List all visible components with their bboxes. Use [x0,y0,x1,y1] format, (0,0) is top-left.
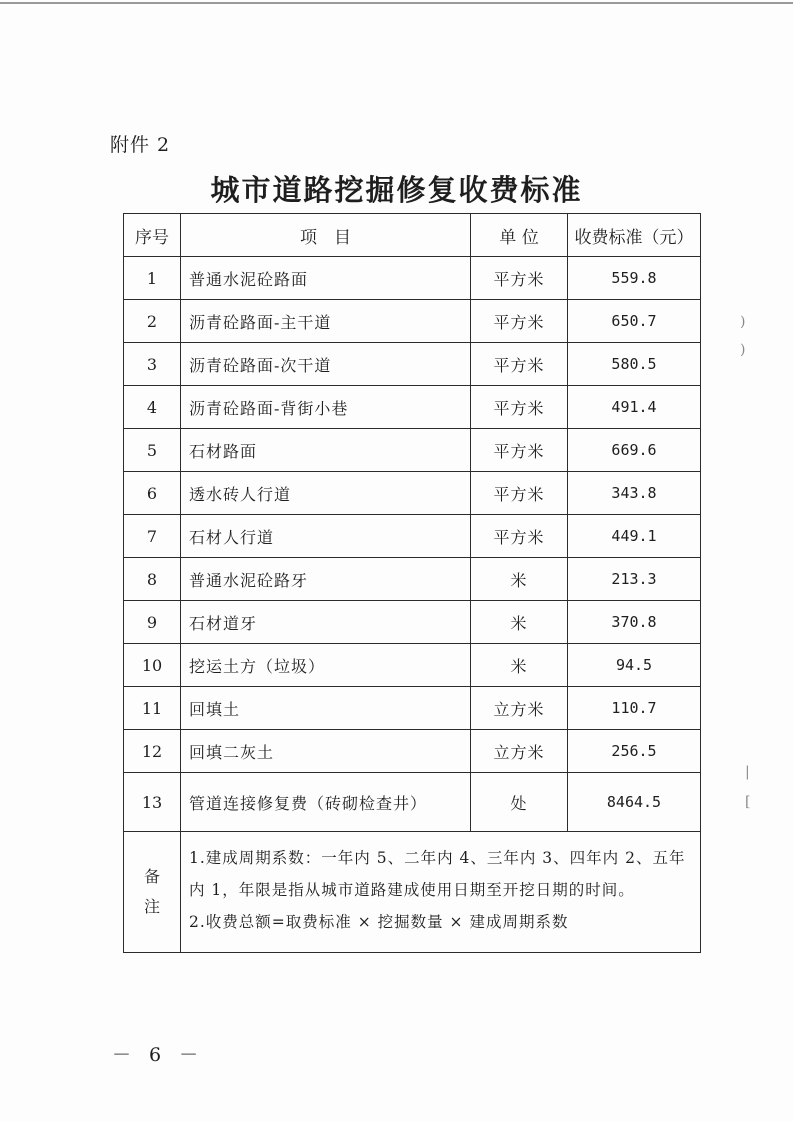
remark-item: 1.建成周期系数：一年内 5、二年内 4、三年内 3、四年内 2、五年内 1，年限是指从城市道路建成使用日期至开挖日期的时间。 [189,849,686,899]
table-row [124,300,701,343]
row-no: 11 [124,687,181,730]
row-unit: 平方米 [471,257,568,300]
remarks-label-char: 注 [143,897,160,916]
table-row [124,429,701,472]
remarks-label-char: 备 [143,867,160,886]
table-row [124,257,701,300]
row-price: 559.8 [568,257,701,300]
scan-top-line [0,2,793,4]
row-item: 回填二灰土 [181,730,471,773]
row-unit: 米 [471,644,568,687]
row-unit: 米 [471,601,568,644]
attachment-label: 附件 2 [110,134,171,156]
row-item: 石材道牙 [181,601,471,644]
row-no: 4 [124,386,181,429]
row-price: 650.7 [568,300,701,343]
row-price: 343.8 [568,472,701,515]
scan-mark: | [745,764,750,780]
row-price: 491.4 [568,386,701,429]
row-item: 沥青砼路面-次干道 [181,343,471,386]
row-unit: 立方米 [471,687,568,730]
row-no: 8 [124,558,181,601]
row-no: 5 [124,429,181,472]
row-item: 石材人行道 [181,515,471,558]
remark-item: 2.收费总额=取费标准 × 挖掘数量 × 建成周期系数 [189,913,569,931]
row-unit: 米 [471,558,568,601]
row-price: 370.8 [568,601,701,644]
row-no: 1 [124,257,181,300]
remarks-row [124,832,701,953]
row-price: 110.7 [568,687,701,730]
row-price: 256.5 [568,730,701,773]
row-item: 管道连接修复费（砖砌检查井） [181,773,471,832]
row-price: 94.5 [568,644,701,687]
header-price: 收费标准（元） [568,214,701,257]
table-row [124,343,701,386]
row-item: 石材路面 [181,429,471,472]
row-price: 669.6 [568,429,701,472]
row-price: 213.3 [568,558,701,601]
scan-mark: ) [740,342,746,358]
table-row [124,644,701,687]
row-no: 12 [124,730,181,773]
row-no: 13 [124,773,181,832]
table-row [124,773,701,832]
row-item: 普通水泥砼路牙 [181,558,471,601]
table-row [124,730,701,773]
scan-mark: [ [745,794,751,810]
row-no: 9 [124,601,181,644]
table-row [124,515,701,558]
row-unit: 平方米 [471,300,568,343]
table-row [124,558,701,601]
row-item: 透水砖人行道 [181,472,471,515]
row-price: 580.5 [568,343,701,386]
row-unit: 平方米 [471,515,568,558]
page-title: 城市道路挖掘修复收费标准 [210,173,583,207]
fee-table [123,213,701,953]
table-row [124,386,701,429]
table-row [124,472,701,515]
table-header-row [124,214,701,257]
row-unit: 处 [471,773,568,832]
row-item: 回填土 [181,687,471,730]
remarks-body [181,832,701,953]
table-row [124,687,701,730]
page-number: － 6 － [112,1044,205,1066]
row-no: 3 [124,343,181,386]
row-unit: 平方米 [471,472,568,515]
row-unit: 平方米 [471,429,568,472]
row-item: 挖运土方（垃圾） [181,644,471,687]
row-no: 10 [124,644,181,687]
row-no: 6 [124,472,181,515]
row-unit: 平方米 [471,343,568,386]
scan-mark: ) [740,314,746,330]
row-unit: 立方米 [471,730,568,773]
header-no: 序号 [124,214,181,257]
row-item: 沥青砼路面-背街小巷 [181,386,471,429]
row-item: 沥青砼路面-主干道 [181,300,471,343]
remarks-label [124,832,181,953]
table-row [124,601,701,644]
row-unit: 平方米 [471,386,568,429]
row-item: 普通水泥砼路面 [181,257,471,300]
header-item: 项 目 [181,214,471,257]
row-price: 449.1 [568,515,701,558]
row-no: 7 [124,515,181,558]
row-price: 8464.5 [568,773,701,832]
row-no: 2 [124,300,181,343]
header-unit: 单 位 [471,214,568,257]
